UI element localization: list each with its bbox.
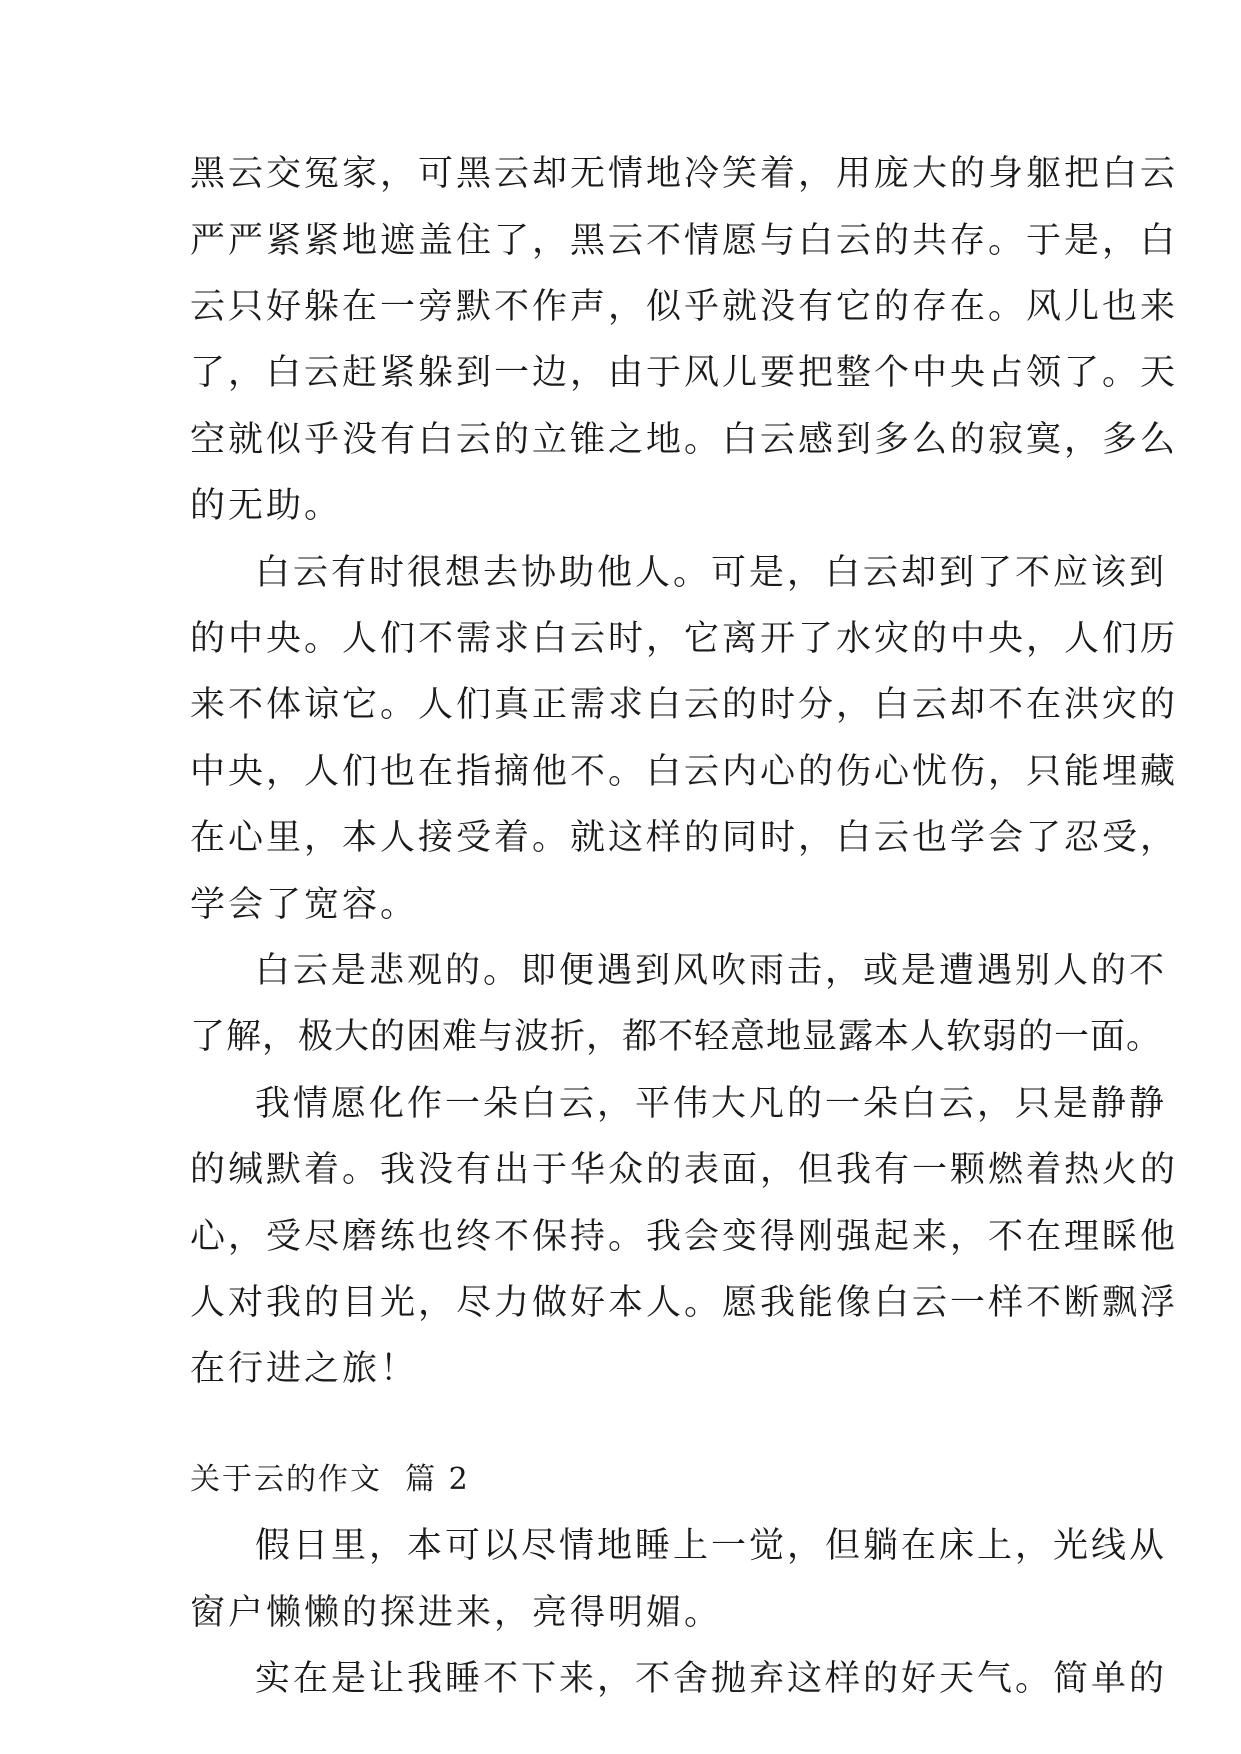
paragraph-line: 学会了宽容。 — [190, 885, 419, 925]
section-heading: 关于云的作文 篇 2 — [190, 1462, 470, 1497]
paragraph-line: 白云有时很想去协助他人。可是，白云却到了不应该到 — [255, 553, 1168, 593]
paragraph-line: 的无助。 — [190, 486, 343, 526]
paragraph-line: 中央，人们也在指摘他不。白云内心的伤心忧伤，只能埋藏 — [190, 752, 1179, 792]
paragraph-line: 了，白云赶紧躲到一边，由于风儿要把整个中央占领了。天 — [190, 353, 1179, 393]
paragraph-line: 云只好躲在一旁默不作声，似乎就没有它的存在。风儿也来 — [190, 287, 1179, 327]
paragraph-line: 白云是悲观的。即便遇到风吹雨击，或是遭遇别人的不 — [255, 951, 1168, 991]
paragraph-line: 严严紧紧地遮盖住了，黑云不情愿与白云的共存。于是，白 — [190, 221, 1179, 261]
paragraph-line: 的缄默着。我没有出于华众的表面，但我有一颗燃着热火的 — [190, 1150, 1179, 1190]
paragraph-line: 在心里，本人接受着。就这样的同时，白云也学会了忍受， — [190, 818, 1179, 858]
paragraph-line: 心，受尽磨练也终不保持。我会变得刚强起来，不在理睬他 — [190, 1217, 1179, 1257]
paragraph-line: 实在是让我睡不下来，不舍抛弃这样的好天气。简单的 — [255, 1659, 1168, 1699]
paragraph-line: 在行进之旅！ — [190, 1349, 419, 1389]
paragraph-line: 窗户懒懒的探进来，亮得明媚。 — [190, 1593, 723, 1633]
paragraph-line: 了解，极大的困难与波折，都不轻意地显露本人软弱的一面。 — [190, 1017, 1163, 1057]
paragraph-line: 我情愿化作一朵白云，平伟大凡的一朵白云，只是静静 — [255, 1084, 1168, 1124]
paragraph-line: 空就似乎没有白云的立锥之地。白云感到多么的寂寞，多么 — [190, 420, 1179, 460]
paragraph-line: 假日里，本可以尽情地睡上一觉，但躺在床上，光线从 — [255, 1526, 1168, 1566]
paragraph-line: 黑云交冤家，可黑云却无情地冷笑着，用庞大的身躯把白云 — [190, 154, 1179, 194]
paragraph-line: 的中央。人们不需求白云时，它离开了水灾的中央，人们历 — [190, 619, 1179, 659]
paragraph-line: 来不体谅它。人们真正需求白云的时分，白云却不在洪灾的 — [190, 685, 1179, 725]
paragraph-line: 人对我的目光，尽力做好本人。愿我能像白云一样不断飘浮 — [190, 1283, 1179, 1323]
